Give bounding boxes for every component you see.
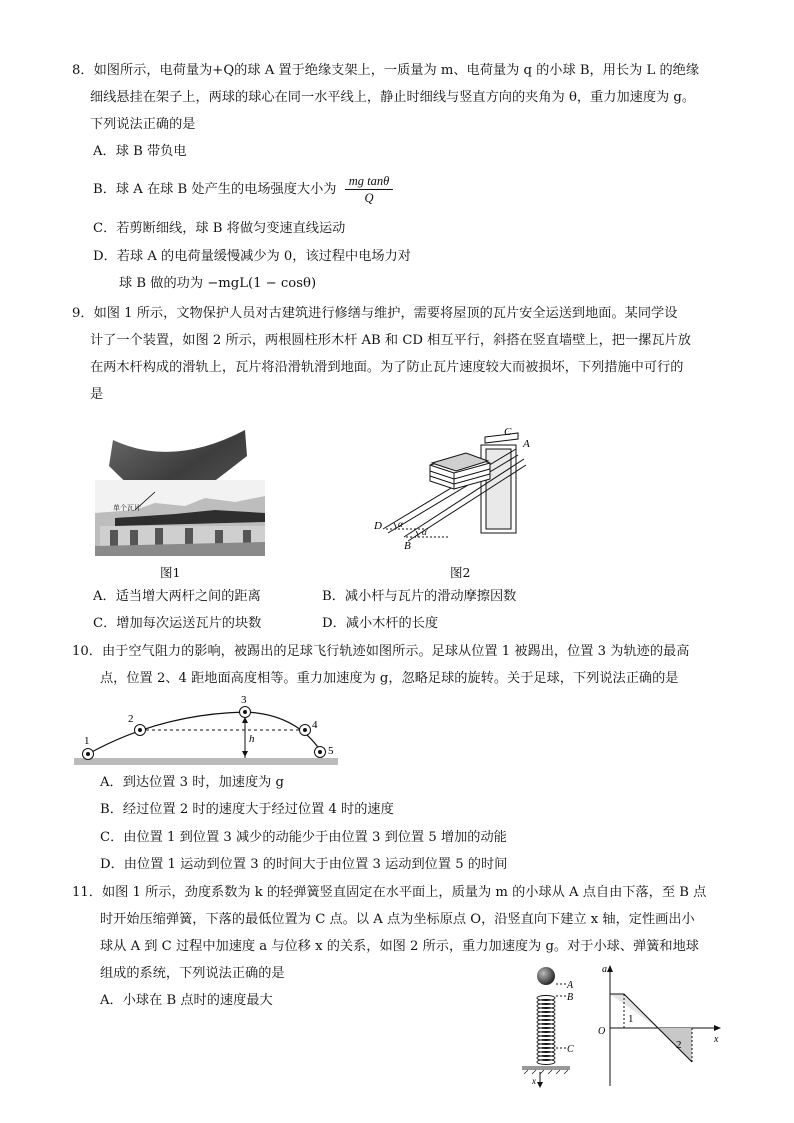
label-position-2: 2: [128, 713, 134, 725]
q11-acceleration-graph: [594, 962, 726, 1090]
label-a: A: [523, 438, 530, 450]
q9-option-b: B．减小杆与瓦片的滑动摩擦因数: [322, 589, 517, 604]
q9-stem-line2: 计了一个装置，如图 2 所示，两根圆柱形木杆 AB 和 CD 相互平行，斜搭在竖直墙壁上，把一摞瓦片放: [90, 333, 691, 348]
q11-stem-line4: 组成的系统，下列说法正确的是: [100, 966, 285, 981]
label-area-1: 1: [628, 1013, 634, 1025]
q10-stem-line2: 点，位置 2、4 距地面高度相等。重力加速度为 g，忽略足球的旋转。关于足球，下列说法正确的是: [100, 671, 679, 686]
label-d: D: [374, 520, 382, 532]
q10-option-d: D．由位置 1 运动到位置 3 的时间大于由位置 3 运动到位置 5 的时间: [100, 857, 508, 872]
spring: [537, 996, 555, 1065]
q9-stem-line4: 是: [90, 387, 104, 402]
q9-figure1-photo: [95, 418, 265, 556]
q10-option-a: A．到达位置 3 时，加速度为 g: [100, 775, 284, 790]
label-origin: O: [598, 1026, 606, 1037]
fraction-numerator: mg tanθ: [345, 173, 394, 190]
q9-stem-line3: 在两木杆构成的滑轨上，瓦片将沿滑轨滑到地面。为了防止瓦片速度较大而被损坏，下列措施中可行的: [90, 360, 684, 375]
label-a: A: [567, 980, 574, 991]
trajectory-curve: [88, 712, 320, 754]
photo-label: 单个瓦片: [113, 504, 141, 512]
label-a-axis: a: [602, 964, 607, 975]
label-position-1: 1: [84, 735, 90, 747]
label-c: C: [504, 426, 512, 438]
label-position-4: 4: [312, 719, 318, 731]
label-b: B: [567, 992, 574, 1003]
label-x-axis: x: [532, 1076, 536, 1086]
q9-figure1-caption: 图1: [160, 565, 181, 580]
label-position-3: 3: [241, 694, 247, 706]
q11-stem-line2: 时开始压缩弹簧，下落的最低位置为 C 点。以 A 点为坐标原点 O，沿竖直向下建立 x 轴，定性画出小: [100, 912, 695, 927]
q11-stem-line1: 11．如图 1 所示，劲度系数为 k 的轻弹簧竖直固定在水平面上，质量为 m 的小球从 A 点自由下落，至 B 点: [72, 885, 707, 900]
q10-option-b: B．经过位置 2 时的速度大于经过位置 4 时的速度: [100, 802, 394, 817]
q8-option-c: C．若剪断细线，球 B 将做匀变速直线运动: [93, 221, 346, 236]
area-1: [610, 994, 658, 1028]
label-area-2: 2: [676, 1039, 682, 1051]
q8-option-a: A．球 B 带负电: [93, 144, 187, 159]
q8-stem-line1: 8．如图所示，电荷量为+Q的球 A 置于绝缘支架上，一质量为 m、电荷量为 q 的小球 B，用长为 L 的绝缘: [72, 63, 700, 78]
q9-stem-line1: 9．如图 1 所示，文物保护人员对古建筑进行修缮与维护，需要将屋顶的瓦片安全运送到地面。某同学设: [72, 306, 678, 321]
q8-option-d-line2: 球 B 做的功为 −mgL(1 − cosθ): [119, 276, 317, 291]
q8-option-b: [93, 172, 393, 208]
q11-stem-line3: 球从 A 到 C 过程中加速度 a 与位移 x 的关系，如图 2 所示，重力加速度为 g。对于小球、弹簧和地球: [100, 939, 699, 954]
fraction-denominator: Q: [364, 191, 374, 205]
q9-figure2-caption: 图2: [450, 565, 471, 580]
q8-option-d-line1: D．若球 A 的电荷量缓慢减少为 0，该过程中电场力对: [93, 249, 411, 264]
q11-option-a: A．小球在 B 点时的速度最大: [100, 993, 273, 1008]
angle-alpha-ab: α: [422, 527, 427, 537]
q11-spring-diagram: [512, 962, 582, 1090]
q8-option-b-fraction: [345, 173, 394, 206]
ground: [74, 758, 338, 765]
q10-stem-line1: 10．由于空气阻力的影响，被踢出的足球飞行轨迹如图所示。足球从位置 1 被踢出，位置 3 为轨迹的最高: [72, 644, 690, 659]
label-c: C: [567, 1044, 574, 1055]
q10-option-c: C．由位置 1 到位置 3 减少的动能少于由位置 3 到位置 5 增加的动能: [100, 830, 507, 845]
height-label: h: [249, 733, 255, 745]
ball: [537, 967, 555, 985]
q9-figure2-diagram: [368, 425, 543, 553]
q8-option-b-text: B．球 A 在球 B 处产生的电场强度大小为: [93, 182, 337, 197]
label-position-5: 5: [328, 745, 334, 757]
q9-option-d: D．减小木杆的长度: [322, 616, 439, 631]
angle-alpha-cd: α: [398, 519, 403, 529]
q10-trajectory-diagram: [70, 692, 342, 770]
label-x-axis: x: [714, 1034, 719, 1045]
label-b: B: [404, 540, 411, 552]
q8-stem-line2: 细线悬挂在架子上，两球的球心在同一水平线上，静止时细线与竖直方向的夹角为 θ，重力加速度为 g。: [90, 90, 696, 105]
q9-option-c: C．增加每次运送瓦片的块数: [93, 616, 262, 631]
q8-stem-line3: 下列说法正确的是: [90, 117, 196, 132]
q9-option-a: A．适当增大两杆之间的距离: [93, 589, 261, 604]
